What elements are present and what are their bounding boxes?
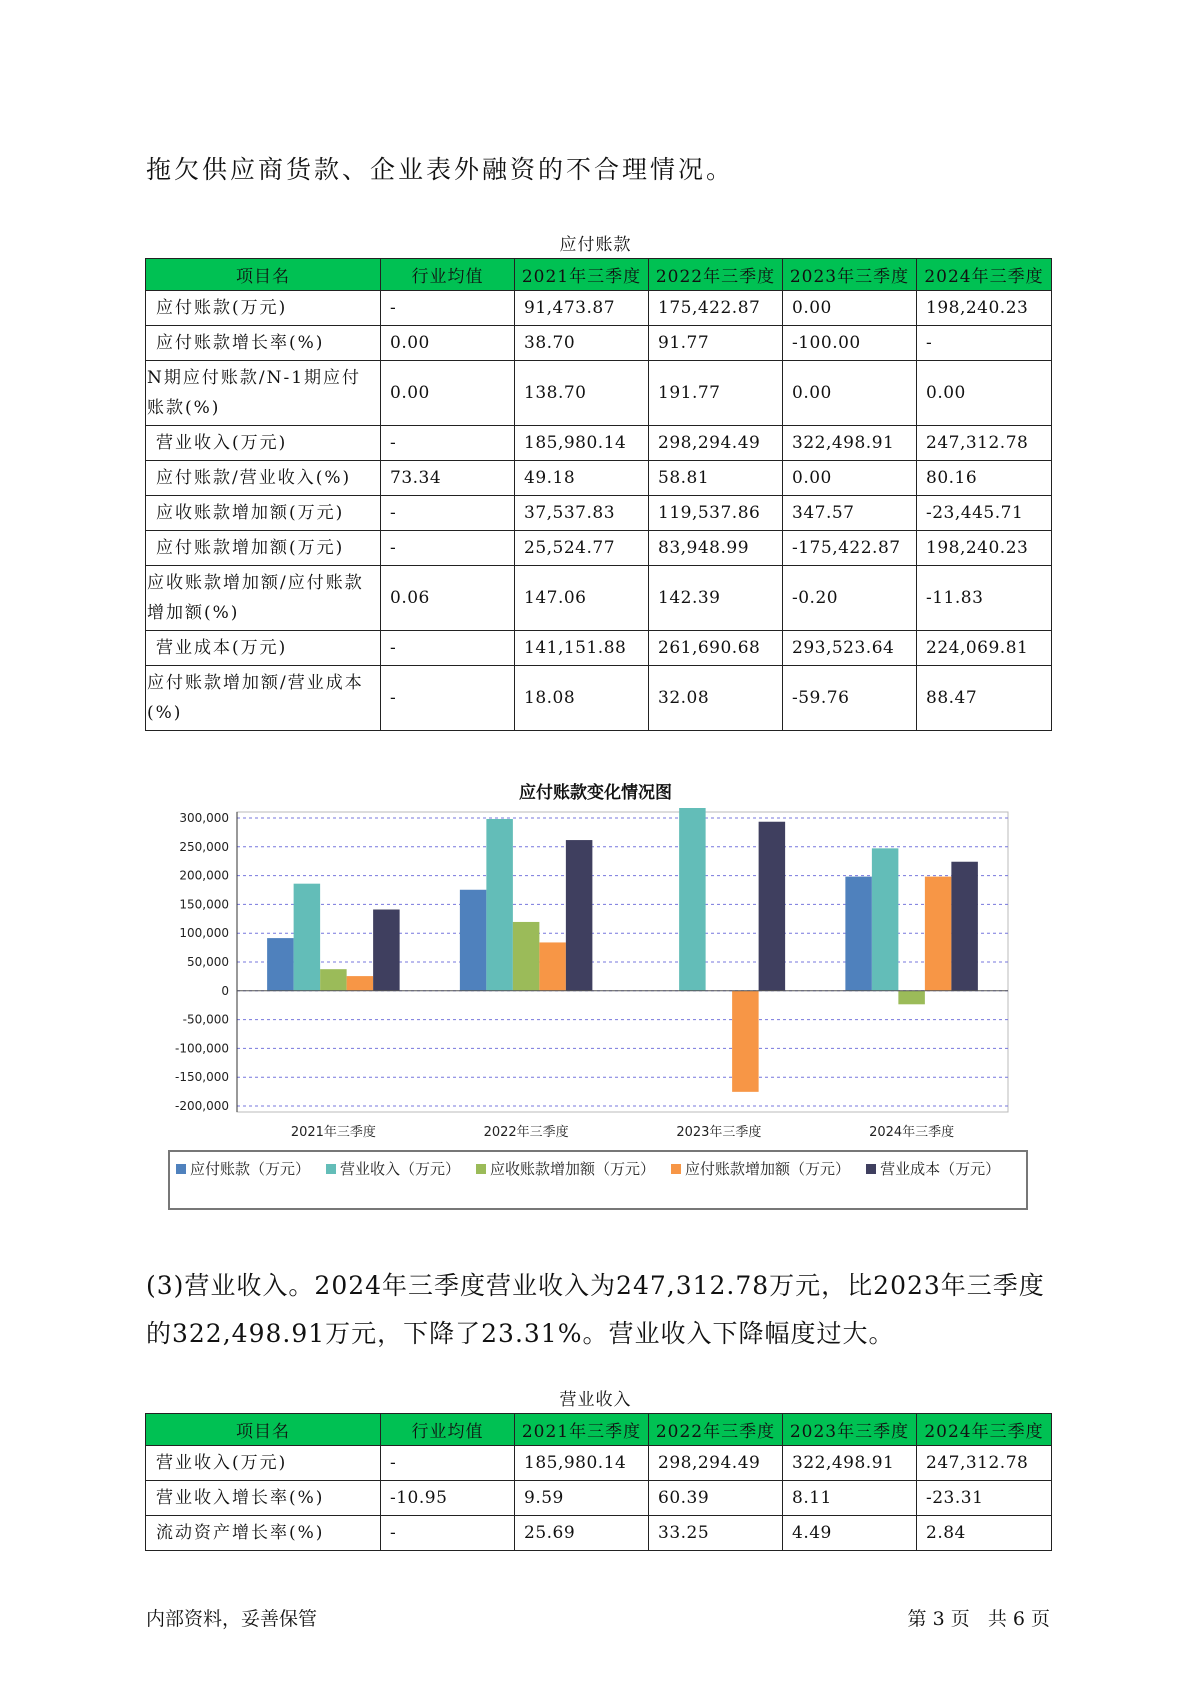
column-header: 行业均值	[381, 259, 515, 291]
table-cell: 9.59	[515, 1481, 649, 1516]
table-cell: -23,445.71	[917, 496, 1052, 531]
table-cell: 80.16	[917, 461, 1052, 496]
table-cell: -0.20	[783, 566, 917, 631]
table-cell: 88.47	[917, 666, 1052, 731]
bar	[759, 822, 786, 991]
table-cell: 224,069.81	[917, 631, 1052, 666]
legend-label: 营业成本（万元）	[880, 1160, 1001, 1178]
table-cell: 4.49	[783, 1516, 917, 1551]
row-label: 营业成本(万元)	[146, 631, 381, 666]
column-header: 2023年三季度	[783, 1414, 917, 1446]
y-tick-label: 50,000	[187, 955, 229, 969]
table1-caption: 应付账款	[559, 235, 632, 255]
row-label: 营业收入增长率(%)	[146, 1481, 381, 1516]
y-tick-label: 250,000	[179, 839, 229, 854]
legend-item	[866, 1156, 1000, 1182]
table-cell: 33.25	[649, 1516, 783, 1551]
table-cell: 83,948.99	[649, 531, 783, 566]
payables-chart	[160, 808, 1020, 1143]
table-cell: 37,537.83	[515, 496, 649, 531]
table-row	[146, 1446, 1052, 1481]
table-cell: 49.18	[515, 461, 649, 496]
table-cell: 32.08	[649, 666, 783, 731]
footer-confidential: 内部资料，妥善保管	[146, 1608, 318, 1630]
table-cell: -100.00	[783, 326, 917, 361]
table-row	[146, 666, 1052, 731]
row-label: 营业收入(万元)	[146, 1446, 381, 1481]
legend-item	[476, 1156, 655, 1182]
bar	[845, 877, 872, 991]
table-cell: 0.00	[783, 461, 917, 496]
table-cell: 91,473.87	[515, 291, 649, 326]
table-row	[146, 426, 1052, 461]
table-cell: 25,524.77	[515, 531, 649, 566]
y-tick-label: 200,000	[179, 868, 229, 883]
intro-text: 拖欠供应商货款、企业表外融资的不合理情况。	[146, 155, 735, 184]
y-tick-label: -200,000	[175, 1099, 229, 1113]
legend-swatch	[866, 1164, 876, 1174]
bar	[347, 976, 374, 991]
column-header: 2024年三季度	[917, 259, 1052, 291]
y-tick-label: -150,000	[175, 1070, 229, 1085]
bar	[872, 848, 899, 990]
y-tick-label: -100,000	[175, 1041, 229, 1056]
row-label: 应收账款增加额/应付账款增加额(%)	[146, 566, 381, 631]
legend-label: 应付账款增加额（万元）	[685, 1160, 851, 1178]
table-cell: -	[381, 531, 515, 566]
revenue-paragraph: (3)营业收入。2024年三季度营业收入为247,312.78万元，比2023年三季度的322,498.91万元，下降了23.31%。营业收入下降幅度过大。	[146, 1271, 1045, 1348]
table-cell: 347.57	[783, 496, 917, 531]
table-cell: 198,240.23	[917, 531, 1052, 566]
table-cell: 142.39	[649, 566, 783, 631]
table-cell: 198,240.23	[917, 291, 1052, 326]
column-header: 项目名	[146, 259, 381, 291]
table-cell: -11.83	[917, 566, 1052, 631]
legend-swatch	[476, 1164, 486, 1174]
legend-swatch	[326, 1164, 336, 1174]
table-row	[146, 1516, 1052, 1551]
table-cell: 322,498.91	[783, 426, 917, 461]
table-row	[146, 631, 1052, 666]
table2-caption: 营业收入	[559, 1390, 632, 1410]
chart-legend	[168, 1150, 1028, 1210]
table-cell: -	[381, 1446, 515, 1481]
table-cell: -	[381, 426, 515, 461]
table-cell: -	[381, 291, 515, 326]
table-row	[146, 531, 1052, 566]
column-header: 2021年三季度	[515, 259, 649, 291]
table-cell: -10.95	[381, 1481, 515, 1516]
table-row	[146, 361, 1052, 426]
table-row	[146, 461, 1052, 496]
y-tick-label: 100,000	[179, 926, 229, 941]
table-cell: 8.11	[783, 1481, 917, 1516]
column-header: 行业均值	[381, 1414, 515, 1446]
table-cell: 191.77	[649, 361, 783, 426]
x-tick-label: 2021年三季度	[290, 1125, 376, 1140]
table-cell: 247,312.78	[917, 1446, 1052, 1481]
legend-item	[671, 1156, 850, 1182]
table-cell: 322,498.91	[783, 1446, 917, 1481]
legend-swatch	[176, 1164, 186, 1174]
column-header: 2022年三季度	[649, 259, 783, 291]
bar	[898, 991, 925, 1005]
table-cell: 185,980.14	[515, 1446, 649, 1481]
table-cell: -59.76	[783, 666, 917, 731]
row-label: 应付账款增长率(%)	[146, 326, 381, 361]
column-header: 项目名	[146, 1414, 381, 1446]
bar	[951, 862, 978, 991]
table-cell: 2.84	[917, 1516, 1052, 1551]
table-cell: -	[381, 631, 515, 666]
row-label: 应付账款增加额/营业成本(%)	[146, 666, 381, 731]
table-cell: 91.77	[649, 326, 783, 361]
bar	[732, 991, 759, 1092]
table-cell: 147.06	[515, 566, 649, 631]
column-header: 2023年三季度	[783, 259, 917, 291]
column-header: 2024年三季度	[917, 1414, 1052, 1446]
table-cell: 18.08	[515, 666, 649, 731]
y-tick-label: 150,000	[179, 897, 229, 912]
x-tick-label: 2023年三季度	[676, 1125, 762, 1140]
bar	[925, 877, 952, 991]
table-cell: 175,422.87	[649, 291, 783, 326]
table-row	[146, 1481, 1052, 1516]
bar	[513, 922, 540, 991]
bar	[566, 840, 593, 991]
row-label: 应付账款(万元)	[146, 291, 381, 326]
table-cell: 25.69	[515, 1516, 649, 1551]
table-cell: 119,537.86	[649, 496, 783, 531]
bar	[460, 890, 487, 991]
legend-label: 营业收入（万元）	[340, 1160, 461, 1178]
bar	[679, 808, 706, 991]
bar	[267, 938, 294, 991]
table-cell: 73.34	[381, 461, 515, 496]
table-cell: -	[381, 1516, 515, 1551]
table-row	[146, 566, 1052, 631]
revenue-table	[145, 1413, 1052, 1551]
bar	[320, 969, 347, 991]
legend-label: 应付账款（万元）	[190, 1160, 311, 1178]
column-header: 2022年三季度	[649, 1414, 783, 1446]
bar	[373, 909, 400, 990]
row-label: 流动资产增长率(%)	[146, 1516, 381, 1551]
table-row	[146, 496, 1052, 531]
table-cell: 0.00	[917, 361, 1052, 426]
table-cell: 293,523.64	[783, 631, 917, 666]
y-tick-label: -50,000	[182, 1012, 229, 1027]
table-cell: 261,690.68	[649, 631, 783, 666]
table-cell: 0.00	[381, 326, 515, 361]
bar	[294, 884, 321, 991]
table-cell: 141,151.88	[515, 631, 649, 666]
table-cell: 298,294.49	[649, 1446, 783, 1481]
table-cell: -	[381, 666, 515, 731]
legend-label: 应收账款增加额（万元）	[490, 1160, 656, 1178]
y-tick-label: 300,000	[179, 811, 229, 825]
bar	[486, 819, 513, 991]
row-label: 应付账款/营业收入(%)	[146, 461, 381, 496]
table-cell: 0.00	[381, 361, 515, 426]
row-label: N期应付账款/N-1期应付账款(%)	[146, 361, 381, 426]
table-cell: 298,294.49	[649, 426, 783, 461]
payables-table	[145, 258, 1052, 731]
table-cell: 247,312.78	[917, 426, 1052, 461]
table-cell: 138.70	[515, 361, 649, 426]
table-cell: 0.00	[783, 291, 917, 326]
table-cell: 38.70	[515, 326, 649, 361]
y-tick-label: 0	[221, 983, 229, 998]
table-cell: -175,422.87	[783, 531, 917, 566]
row-label: 应付账款增加额(万元)	[146, 531, 381, 566]
table-cell: -23.31	[917, 1481, 1052, 1516]
row-label: 应收账款增加额(万元)	[146, 496, 381, 531]
table-cell: 185,980.14	[515, 426, 649, 461]
column-header: 2021年三季度	[515, 1414, 649, 1446]
footer-page-number: 第 3 页 共 6 页	[907, 1608, 1050, 1630]
table-cell: 60.39	[649, 1481, 783, 1516]
table-cell: 0.00	[783, 361, 917, 426]
table-cell: 58.81	[649, 461, 783, 496]
x-tick-label: 2022年三季度	[483, 1125, 569, 1140]
table-cell: -	[381, 496, 515, 531]
legend-item	[176, 1156, 310, 1182]
table-row	[146, 291, 1052, 326]
chart-title: 应付账款变化情况图	[519, 783, 672, 803]
row-label: 营业收入(万元)	[146, 426, 381, 461]
table-cell: 0.06	[381, 566, 515, 631]
x-tick-label: 2024年三季度	[869, 1125, 955, 1140]
table-row	[146, 326, 1052, 361]
legend-item	[326, 1156, 460, 1182]
bar	[539, 942, 566, 990]
table-cell: -	[917, 326, 1052, 361]
legend-swatch	[671, 1164, 681, 1174]
